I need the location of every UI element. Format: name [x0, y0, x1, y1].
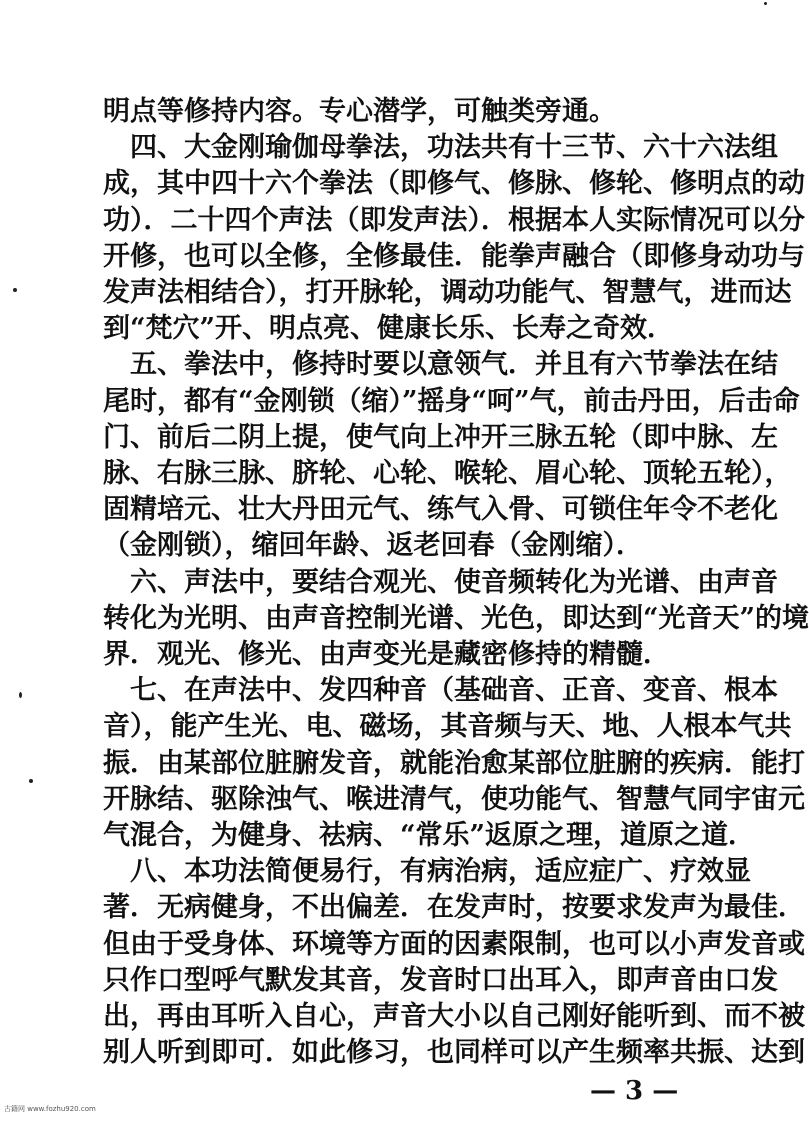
- text-line: 门、前后二阴上提，使气向上冲开三脉五轮（即中脉、左: [103, 421, 778, 453]
- text-line: （金刚锁），缩回年龄、返老回春（金刚缩）．: [103, 530, 643, 562]
- scan-speck: [19, 692, 22, 698]
- text-line: 五、拳法中，修持时要以意领气．并且有六节拳法在结: [103, 349, 778, 381]
- text-line: 固精培元、壮大丹田元气、练气入骨、可锁住年令不老化: [103, 494, 778, 526]
- text-line: 振．由某部位脏腑发音，就能治愈某部位脏腑的疾病．能打: [103, 747, 805, 779]
- text-line: 成，其中四十六个拳法（即修气、修脉、修轮、修明点的动: [103, 168, 805, 200]
- text-line: 功）．二十四个声法（即发声法）．根据本人实际情况可以分: [103, 204, 805, 236]
- text-line: 七、在声法中、发四种音（基础音、正音、变音、根本: [103, 675, 778, 707]
- page-number: — 3 —: [590, 1076, 679, 1107]
- text-line: 六、声法中，要结合观光、使音频转化为光谱、由声音: [103, 566, 778, 598]
- text-line: 尾时，都有“金刚锁（缩）”摇身“呵”气，前击丹田，后击命: [103, 385, 800, 417]
- text-line: 界．观光、修光、由声变光是藏密修持的精髓．: [103, 639, 670, 670]
- text-line: 气混合，为健身、祛病、“常乐”返原之理，道原之道．: [103, 820, 756, 851]
- text-line: 明点等修持内容。专心潜学，可触类旁通。: [103, 96, 616, 127]
- text-line: 到“梵穴”开、明点亮、健康长乐、长寿之奇效．: [103, 313, 675, 345]
- text-line: 脉、右脉三脉、脐轮、心轮、喉轮、眉心轮、顶轮五轮），: [103, 458, 792, 489]
- site-watermark: 古籍网 www.fozhu920.com: [4, 1105, 96, 1113]
- text-line: 但由于受身体、环境等方面的因素限制，也可以小声发音或: [103, 928, 805, 960]
- text-line: 发声法相结合），打开脉轮，调动功能气、智慧气，进而达: [103, 277, 792, 308]
- scan-speck: [13, 288, 17, 292]
- text-line: 八、本功法简便易行，有病治病，适应症广、疗效显: [103, 856, 751, 888]
- text-line: 只作口型呼气默发其音，发音时口出耳入，即声音由口发: [103, 964, 778, 996]
- text-line: 出，再由耳听入自心，声音大小以自己刚好能听到、而不被: [103, 1001, 805, 1032]
- text-line: 转化为光明、由声音控制光谱、光色，即达到“光音天”的境: [103, 602, 809, 634]
- scan-speck: [29, 779, 33, 783]
- text-line: 开修，也可以全修，全修最佳．能拳声融合（即修身动功与: [103, 240, 805, 272]
- text-line: 音），能产生光、电、磁场，其音频与天、地、人根本气共: [103, 711, 792, 743]
- scan-speck: [764, 2, 767, 5]
- text-line: 别人听到即可．如此修习，也同样可以产生频率共振、达到: [103, 1037, 805, 1069]
- text-line: 四、大金刚瑜伽母拳法，功法共有十三节、六十六法组: [103, 132, 778, 164]
- text-line: 开脉结、驱除浊气、喉进清气，使功能气、智慧气同宇宙元: [103, 783, 805, 815]
- text-line: 著．无病健身，不出偏差．在发声时，按要求发声为最佳．: [103, 892, 805, 924]
